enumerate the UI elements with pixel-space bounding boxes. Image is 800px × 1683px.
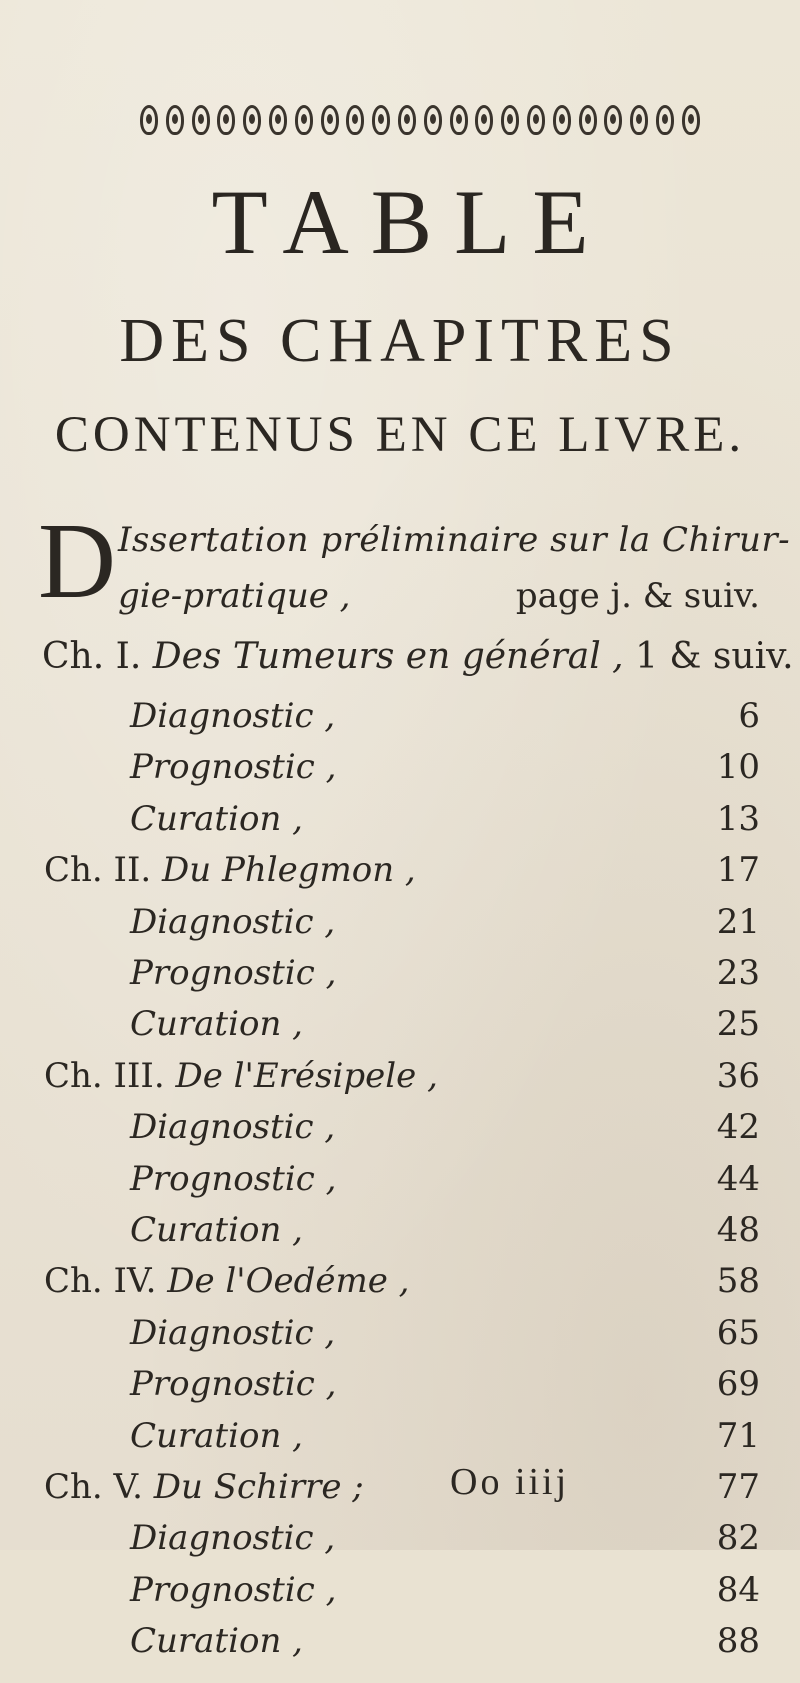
page-number: 84 <box>716 1569 760 1610</box>
chapter-title: De l'Erésipele , <box>175 1055 438 1096</box>
page-number: 17 <box>716 850 760 891</box>
page-number: 36 <box>716 1055 760 1096</box>
page-number: 58 <box>716 1261 760 1302</box>
section-label: Curation , <box>130 798 303 839</box>
page-number: 82 <box>716 1518 760 1559</box>
chapter-title: De l'Oedéme , <box>167 1261 410 1302</box>
chapter-number: Ch. III. <box>44 1055 165 1096</box>
section-label: Diagnostic , <box>130 901 336 942</box>
section-label: Prognostic , <box>130 1158 337 1199</box>
chapter-pages: 1 & suiv. <box>635 636 794 677</box>
page-number: 25 <box>716 1004 760 1045</box>
section-label: Prognostic , <box>130 953 337 993</box>
chapter-number: Ch. IV. <box>44 1261 157 1302</box>
intro-page-ref: page j. & suiv. <box>515 576 760 616</box>
page-number: 77 <box>716 1467 760 1507</box>
section-entry <box>0 1621 800 1683</box>
page-number: 21 <box>716 901 760 942</box>
section-label: Diagnostic , <box>130 1518 336 1559</box>
page-number: 6 <box>738 696 760 736</box>
page-number: 23 <box>716 953 760 993</box>
chapter-label <box>44 1467 364 1507</box>
subtitle-line-1: DES CHAPITRES <box>119 307 681 375</box>
page-number: 65 <box>716 1312 760 1353</box>
section-label: Curation , <box>130 1415 303 1456</box>
chapter-number: Ch. II. <box>44 850 152 891</box>
section-label: Diagnostic , <box>130 1312 336 1353</box>
page-title: TABLE <box>211 171 611 273</box>
section-label: Diagnostic , <box>130 696 336 736</box>
chapter-label <box>44 850 416 890</box>
drop-cap: D <box>38 502 116 621</box>
page-number: 13 <box>716 798 760 839</box>
section-label: Curation , <box>130 1210 303 1250</box>
section-label: Prognostic , <box>130 1569 337 1610</box>
chapter-number: Ch. V. <box>44 1467 143 1507</box>
page-number: 44 <box>716 1158 760 1199</box>
section-label: Prognostic , <box>130 1364 337 1405</box>
intro-line-2-text: gie-pratique , <box>118 576 351 616</box>
chapter-title: Des Tumeurs en général , <box>152 636 624 677</box>
section-label: Curation , <box>130 1621 303 1662</box>
page-number: 42 <box>716 1107 760 1148</box>
page-number: 71 <box>716 1415 760 1456</box>
chapter-label <box>44 1261 409 1301</box>
chapter-title: Du Schirre ; <box>153 1467 364 1507</box>
subtitle-line-2: CONTENUS EN CE LIVRE. <box>54 407 746 463</box>
section-label: Curation , <box>130 1004 303 1045</box>
chapter-number: Ch. I. <box>42 636 142 677</box>
intro-line-1: Issertation préliminaire sur la Chirur- <box>118 520 791 560</box>
page-number: 69 <box>716 1364 760 1405</box>
page-number: 10 <box>716 747 760 788</box>
section-label: Diagnostic , <box>130 1107 336 1148</box>
chapter-label <box>44 1056 438 1096</box>
section-label: Prognostic , <box>130 747 337 788</box>
chapter-title: Du Phlegmon , <box>162 850 416 891</box>
page-number: 48 <box>716 1210 760 1250</box>
page-number: 88 <box>716 1621 760 1662</box>
signature-mark: Oo iiij <box>450 1461 570 1503</box>
